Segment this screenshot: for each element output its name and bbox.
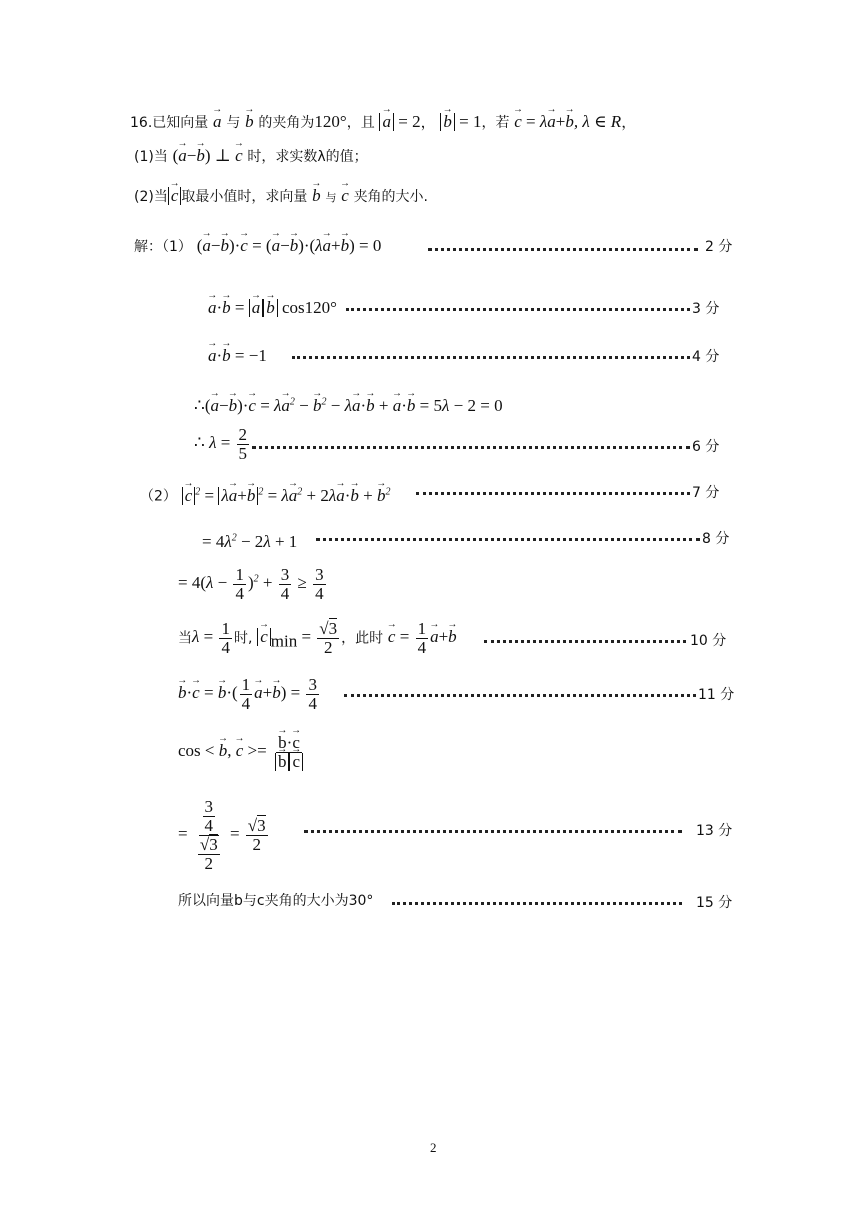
dot-leader bbox=[346, 308, 690, 311]
score-7: 7 分 bbox=[692, 485, 720, 501]
score-11: 11 分 bbox=[698, 687, 735, 703]
dot-leader bbox=[304, 830, 682, 833]
solution-step-1: 解：（1） (→ a−→ b)·→ c = (→ a−→ b)·(λ→ a+→ b) = 0 bbox=[134, 236, 381, 257]
dot-leader bbox=[316, 538, 700, 541]
dot-leader bbox=[252, 446, 690, 449]
score-10: 10 分 bbox=[690, 633, 727, 649]
dot-leader bbox=[344, 694, 696, 697]
score-6: 6 分 bbox=[692, 439, 720, 455]
solution-final: 所以向量b与c夹角的大小为30° bbox=[178, 893, 374, 909]
problem-line-3: (2)当→ c 取最小值时，求向量 → b 与 → c 夹角的大小. bbox=[134, 186, 428, 208]
score-4: 4 分 bbox=[692, 349, 720, 365]
solution-step-3: → a·→ b = −1 bbox=[208, 346, 267, 366]
problem-number: 16. bbox=[130, 115, 153, 131]
score-8: 8 分 bbox=[702, 531, 730, 547]
score-2: 2 分 bbox=[705, 239, 733, 255]
problem-line-1: 16.已知向量 → a 与 → b 的夹角为120°，且 → a = 2， → b = 1，若 → c = λ→ a+→ b, λ ∈ R， bbox=[130, 112, 636, 133]
solution-step-5: ∴ λ = $\frac{2}{5}$ bbox=[194, 425, 248, 463]
dot-leader bbox=[392, 902, 682, 905]
page-number: 2 bbox=[430, 1140, 437, 1155]
solution-step-2: → a·→ b = → a→ b cos120° bbox=[208, 298, 337, 318]
solution-step-7: = $4\lambda^2 - 2\lambda + 1$ bbox=[202, 531, 298, 551]
dot-leader bbox=[428, 248, 698, 251]
solution-step-6: （2） → c $^2$ = λ→ a+→ b $^2 = \lambda\to a^2 + 2\lambda\to a\cdot\to b$ + → $b^2$ bbox=[140, 482, 391, 507]
solution-step-11: cos < → b, → c >= → b·→ c → b→ c bbox=[178, 734, 307, 771]
solution-step-12: = $\frac{\frac{3}{4}}{\frac{√3}{2}}$ = $\frac{√3}{2}$ bbox=[178, 797, 266, 873]
dot-leader bbox=[484, 640, 686, 643]
problem-line-2: (1)当 (→ a−→ b) ⊥ → c 时，求实数λ的值； bbox=[134, 146, 368, 167]
solution-step-4: ∴(→ $a-\to b)\cdot\to c = \lambda\to a^2$ − → $b^2 - \lambda\to a\cdot\to b$ + → a·→ b = 5λ − 2 = 0 bbox=[194, 392, 503, 416]
angle-value: 120° bbox=[314, 112, 347, 131]
score-3: 3 分 bbox=[692, 301, 720, 317]
score-13: 13 分 bbox=[696, 823, 733, 839]
solution-step-8: = 4(λ − $\frac{1}{4}$ )$^2$ + $\frac{3}{4}$ ≥ $\frac{3}{4}$ bbox=[178, 565, 324, 603]
score-15: 15 分 bbox=[696, 895, 733, 911]
solution-step-10: → b·→ c = → b·( $\frac{1}{4}$ → a+→ b) = $\frac{3}{4}$ bbox=[178, 676, 321, 713]
dot-leader bbox=[292, 356, 690, 359]
solution-step-9: 当λ = $\frac{1}{4}$ 时, → c $_{min}$ = $\frac{√3}{2}$ ，此时 → c = $\frac{1}{4}$ → a+→ b bbox=[178, 620, 457, 657]
dot-leader bbox=[416, 492, 690, 495]
